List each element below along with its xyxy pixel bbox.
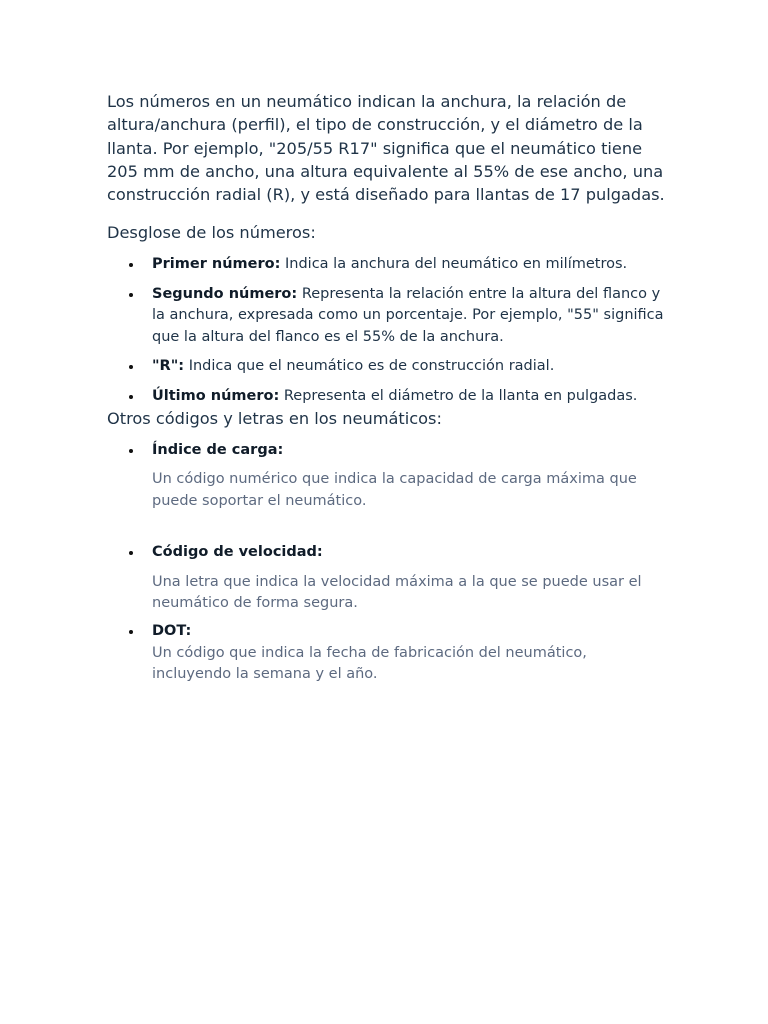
list-item [107,386,667,407]
list-item [107,440,667,512]
item-label: Último número: [152,387,280,404]
item-label: DOT: [152,623,192,640]
item-text: Indica la anchura del neumático en milímetros. [285,256,628,273]
item-label: Primer número: [152,256,281,273]
intro-paragraph: Los números en un neumático indican la anchura, la relación de altura/anchura (perfil), el tipo de construcción, y el diámetro de la llanta. Por ejemplo, "205/55 R17" significa que el neumático tiene 205 mm de ancho, una altura equivalente al 55% de ese ancho, una construcción radial (R), y está diseñado para llantas de 17 pulgadas. [107,92,665,205]
item-text: Indica que el neumático es de construcción radial. [188,358,555,375]
item-text: Representa la relación entre la altura del flanco y la anchura, expresada como un porcentaje. Por ejemplo, "55" significa que la altura del flanco es el 55% de la anchura. [152,285,664,345]
item-label: Segundo número: [152,285,298,302]
list-item [107,254,667,275]
breakdown-list [107,254,667,406]
item-label: Código de velocidad: [152,544,323,561]
list-item [107,621,667,685]
item-text: Un código numérico que indica la capacidad de carga máxima que puede soportar el neumático. [152,471,637,509]
item-label: "R": [152,358,185,375]
item-text: Una letra que indica la velocidad máxima a la que se puede usar el neumático de forma segura. [152,573,642,611]
item-text: Representa el diámetro de la llanta en pulgadas. [283,387,638,404]
document-body [107,90,667,686]
item-label: Índice de carga: [152,441,284,458]
list-item [107,356,667,377]
breakdown-heading: Desglose de los números: [107,223,316,243]
list-item [107,542,667,614]
other-codes-list [107,440,667,686]
other-codes-heading: Otros códigos y letras en los neumáticos: [107,408,442,428]
item-text: Un código que indica la fecha de fabricación del neumático, incluyendo la semana y el año. [152,644,587,683]
list-item [107,284,667,348]
